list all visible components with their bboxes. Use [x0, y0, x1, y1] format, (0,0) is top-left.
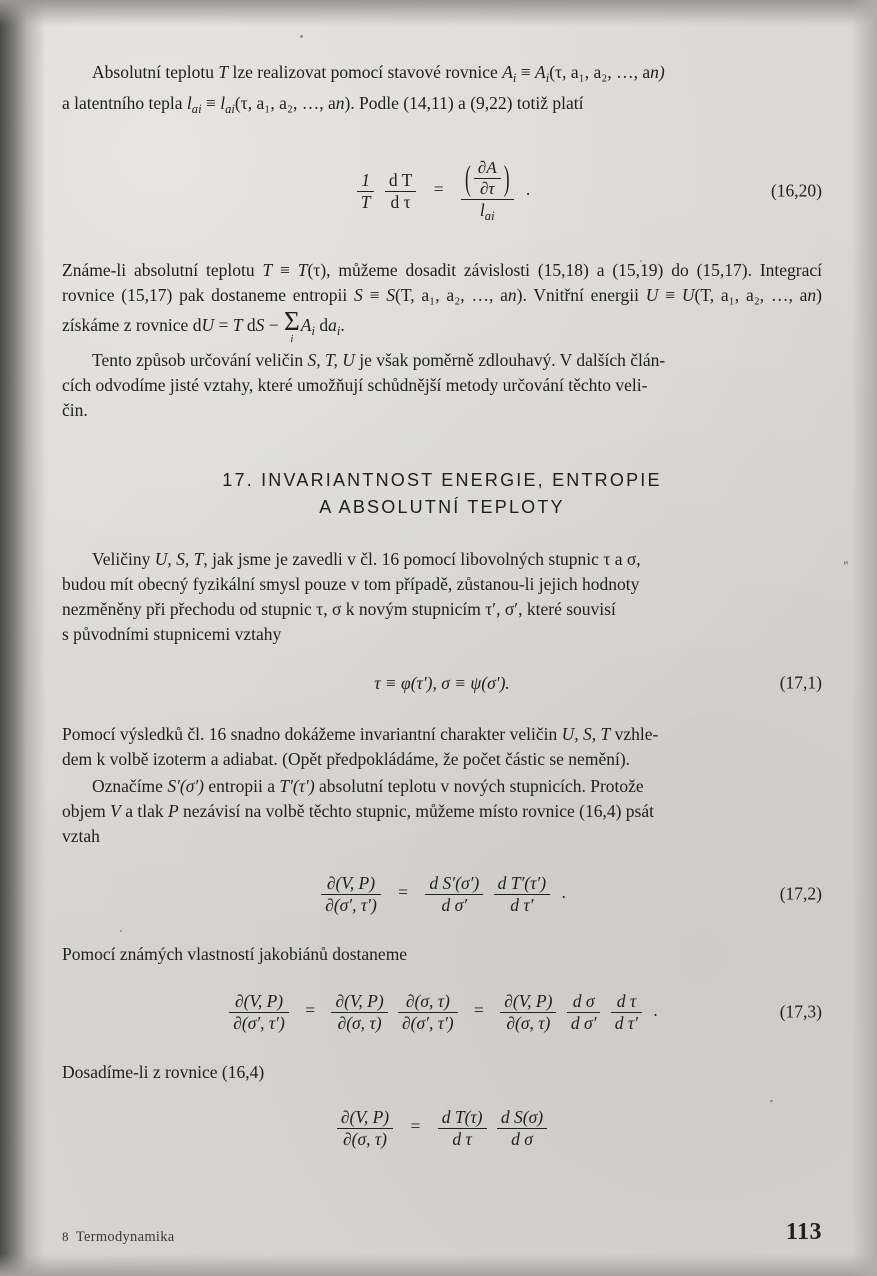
- eq172-lhs-frac: $\frac{\partial(V, P)}{\partial(\sigma', \tau')}$: [321, 873, 381, 916]
- p1-args-close: n): [650, 62, 665, 82]
- margin-mark: '': [843, 557, 850, 574]
- eq172-dT-dtau: $\frac{\text{d T′(τ′)}}{\text{d τ′}}$: [494, 873, 550, 916]
- eq172-dS-dsigma: $\frac{\text{d S′(σ′)}}{\text{d σ′}}$: [425, 873, 483, 916]
- section-title-line-1: 17. INVARIANTNOST ENERGIE, ENTROPIE: [222, 469, 662, 490]
- eq173-lhs-frac: $\frac{\partial(V, P)}{\partial(\sigma', \tau')}$: [229, 991, 289, 1034]
- paragraph-5: Pomocí výsledků čl. 16 snadno dokážeme invariantní charakter veličin U, S, T vzhle- dem k volbě izoterm a adiabat. (Opět předpokládáme, že počet částic se nemění).: [62, 723, 659, 769]
- p1-args: (τ, a₁, a₂, …, a: [549, 62, 651, 82]
- equation-tag-17-1: (17,1): [779, 672, 822, 693]
- eq1620-equals: =: [433, 179, 444, 200]
- eq173-frac-b: $\frac{\partial(\sigma, \tau)}{\partial(\sigma', \tau')}$: [398, 991, 458, 1034]
- p1-args2: (τ, a₁, a₂, …, a: [234, 93, 336, 114]
- eq173-equals-1: =: [305, 1000, 316, 1021]
- p1-A: A: [502, 62, 513, 82]
- p1-A2: A: [535, 62, 546, 82]
- eq172-period: .: [561, 882, 566, 903]
- equation-17-3: [62, 991, 822, 1034]
- eq173-frac-e: $\frac{\text{d τ}}{\text{d τ′}}$: [611, 991, 642, 1034]
- left-paren: (: [464, 157, 471, 198]
- paragraph-8: Dosadíme-li z rovnice (16,4): [62, 1061, 265, 1082]
- equation-tag-17-2: (17,2): [779, 883, 822, 904]
- p1-equiv: ≡: [516, 62, 536, 82]
- eqfinal-lhs-frac: $\frac{\partial(V, P)}{\partial(\sigma, \tau)}$: [337, 1107, 393, 1150]
- running-head: [62, 1229, 175, 1246]
- paragraph-4: Veličiny U, S, T, jak jsme je zavedli v čl. 16 pomocí libovolných stupnic τ a σ, budou mít obecný fyzikální smysl pouze v tom případě, zůstanou-li jejich hodnoty nezměněny při přechodu od stupnic τ, σ k novým stupnicím τ′, σ′, které souvisí s původními stupnicemi vztahy: [62, 548, 641, 644]
- right-paren: ): [503, 157, 510, 198]
- section-title: [62, 467, 822, 521]
- eqfinal-dS-dsigma: $\frac{\text{d S(σ)}}{\text{d σ}}$: [497, 1107, 547, 1150]
- equation-17-2: [62, 873, 822, 916]
- page-right-shadow: [851, 0, 877, 1276]
- scan-speck: [300, 35, 303, 38]
- eq173-equals-2: =: [474, 1000, 484, 1021]
- page-top-shadow: [0, 0, 877, 26]
- paragraph-7: Pomocí známých vlastností jakobiánů dostaneme: [62, 943, 408, 964]
- p1-line2-lead: a latentního tepla: [62, 93, 187, 114]
- equation-16-20: [62, 158, 822, 224]
- paragraph-3: Tento způsob určování veličin S, T, U je však poměrně zdlouhavý. V dalších člán- cích odvodíme jisté vztahy, které umožňují schůdnější metody určování těchto veli- čin.: [62, 349, 666, 420]
- eq173-frac-a: $\frac{\partial(V, P)}{\partial(\sigma, \tau)}$: [331, 991, 387, 1034]
- eq1620-partial-frac: $\frac{\partial A}{\partial\tau}$: [474, 158, 501, 199]
- p1-l2: l: [220, 93, 226, 114]
- page-bottom-shadow: [0, 1254, 877, 1276]
- eq1620-rhs-frac: ( $\frac{\partial A}{\partial\tau}$ ) $l_{ai}$: [461, 158, 514, 224]
- eq173-frac-c: $\frac{\partial(V, P)}{\partial(\sigma, \tau)}$: [500, 991, 556, 1034]
- p1-mid: lze realizovat pomocí stavové rovnice: [228, 62, 503, 82]
- eq173-period: .: [653, 1000, 658, 1021]
- signature-mark: 8: [62, 1229, 69, 1244]
- paragraph-2: Známe-li absolutní teplotu T ≡ T(τ), můžeme dosadit závislosti (15,18) a (15,19) do (15,17). Integrací rovnice (15,17) pak dostaneme entropii S ≡ S(T, a₁, a₂, …, an). Vnitřní energii U ≡ U(T, a₁, a₂, …, an) získáme z rovnice dU = T dS − Σ i $A_i$ $da_i$.: [62, 260, 822, 346]
- equation-17-1: [62, 673, 822, 694]
- eqfinal-equals: =: [410, 1116, 421, 1137]
- p1-l: l: [186, 93, 192, 114]
- paragraph-6: Označíme S′(σ′) entropii a T′(τ′) absolutní teplotu v nových stupnicích. Protože objem V a tlak P nezávisí na volbě těchto stupnic, můžeme místo rovnice (16,4) psát vztah: [62, 775, 654, 846]
- sum-operator: Σ i: [283, 306, 300, 346]
- p1-l2-sub: ai: [225, 102, 235, 117]
- page-number: 113: [785, 1219, 822, 1245]
- eq173-frac-d: $\frac{\text{d σ}}{\text{d σ′}}$: [567, 991, 601, 1034]
- equation-tag-17-3: (17,3): [779, 1001, 822, 1022]
- eq172-equals: =: [398, 882, 409, 903]
- eq1620-lhs-frac: $\frac{1}{T}$: [357, 170, 375, 213]
- section-title-line-2: A ABSOLUTNÍ TEPLOTY: [319, 496, 565, 517]
- p1-A2-sub: i: [545, 71, 550, 86]
- page-left-shadow: [0, 0, 46, 1276]
- equation-tag-16-20: (16,20): [770, 180, 822, 201]
- p1-tail: ). Podle (14,11) a (9,22) totiž platí: [344, 93, 584, 114]
- eq1620-dT-dtau: $\frac{\text{d T}}{\text{d τ}}$: [385, 170, 417, 213]
- p1-l-sub: ai: [191, 102, 202, 117]
- paragraph-1: Absolutní teplotu T lze realizovat pomocí stavové rovnice $A_i \equiv A_i(\tau$, a₁, a₂, …, an) a latentního tepla $l_{ai} \equiv l_{ai}(\tau$, a₁, a₂, …, an). Podle (14,11) a (9,22) totiž platí: [62, 62, 665, 117]
- p1-lead: Absolutní teplotu: [92, 62, 219, 82]
- page-content: [62, 60, 822, 1164]
- eq1620-period: .: [525, 179, 531, 200]
- equation-final: [62, 1107, 822, 1150]
- eq171-body: τ ≡ φ(τ′), σ ≡ ψ(σ′).: [374, 672, 510, 693]
- page-footer: [62, 1219, 822, 1246]
- p1-T: T: [218, 62, 229, 82]
- eqfinal-dT-dtau: $\frac{\text{d T(τ)}}{\text{d τ}}$: [438, 1107, 487, 1150]
- p1-A-sub: i: [512, 71, 517, 86]
- running-head-text: Termodynamika: [75, 1229, 175, 1245]
- p1-equiv2: ≡: [201, 93, 221, 114]
